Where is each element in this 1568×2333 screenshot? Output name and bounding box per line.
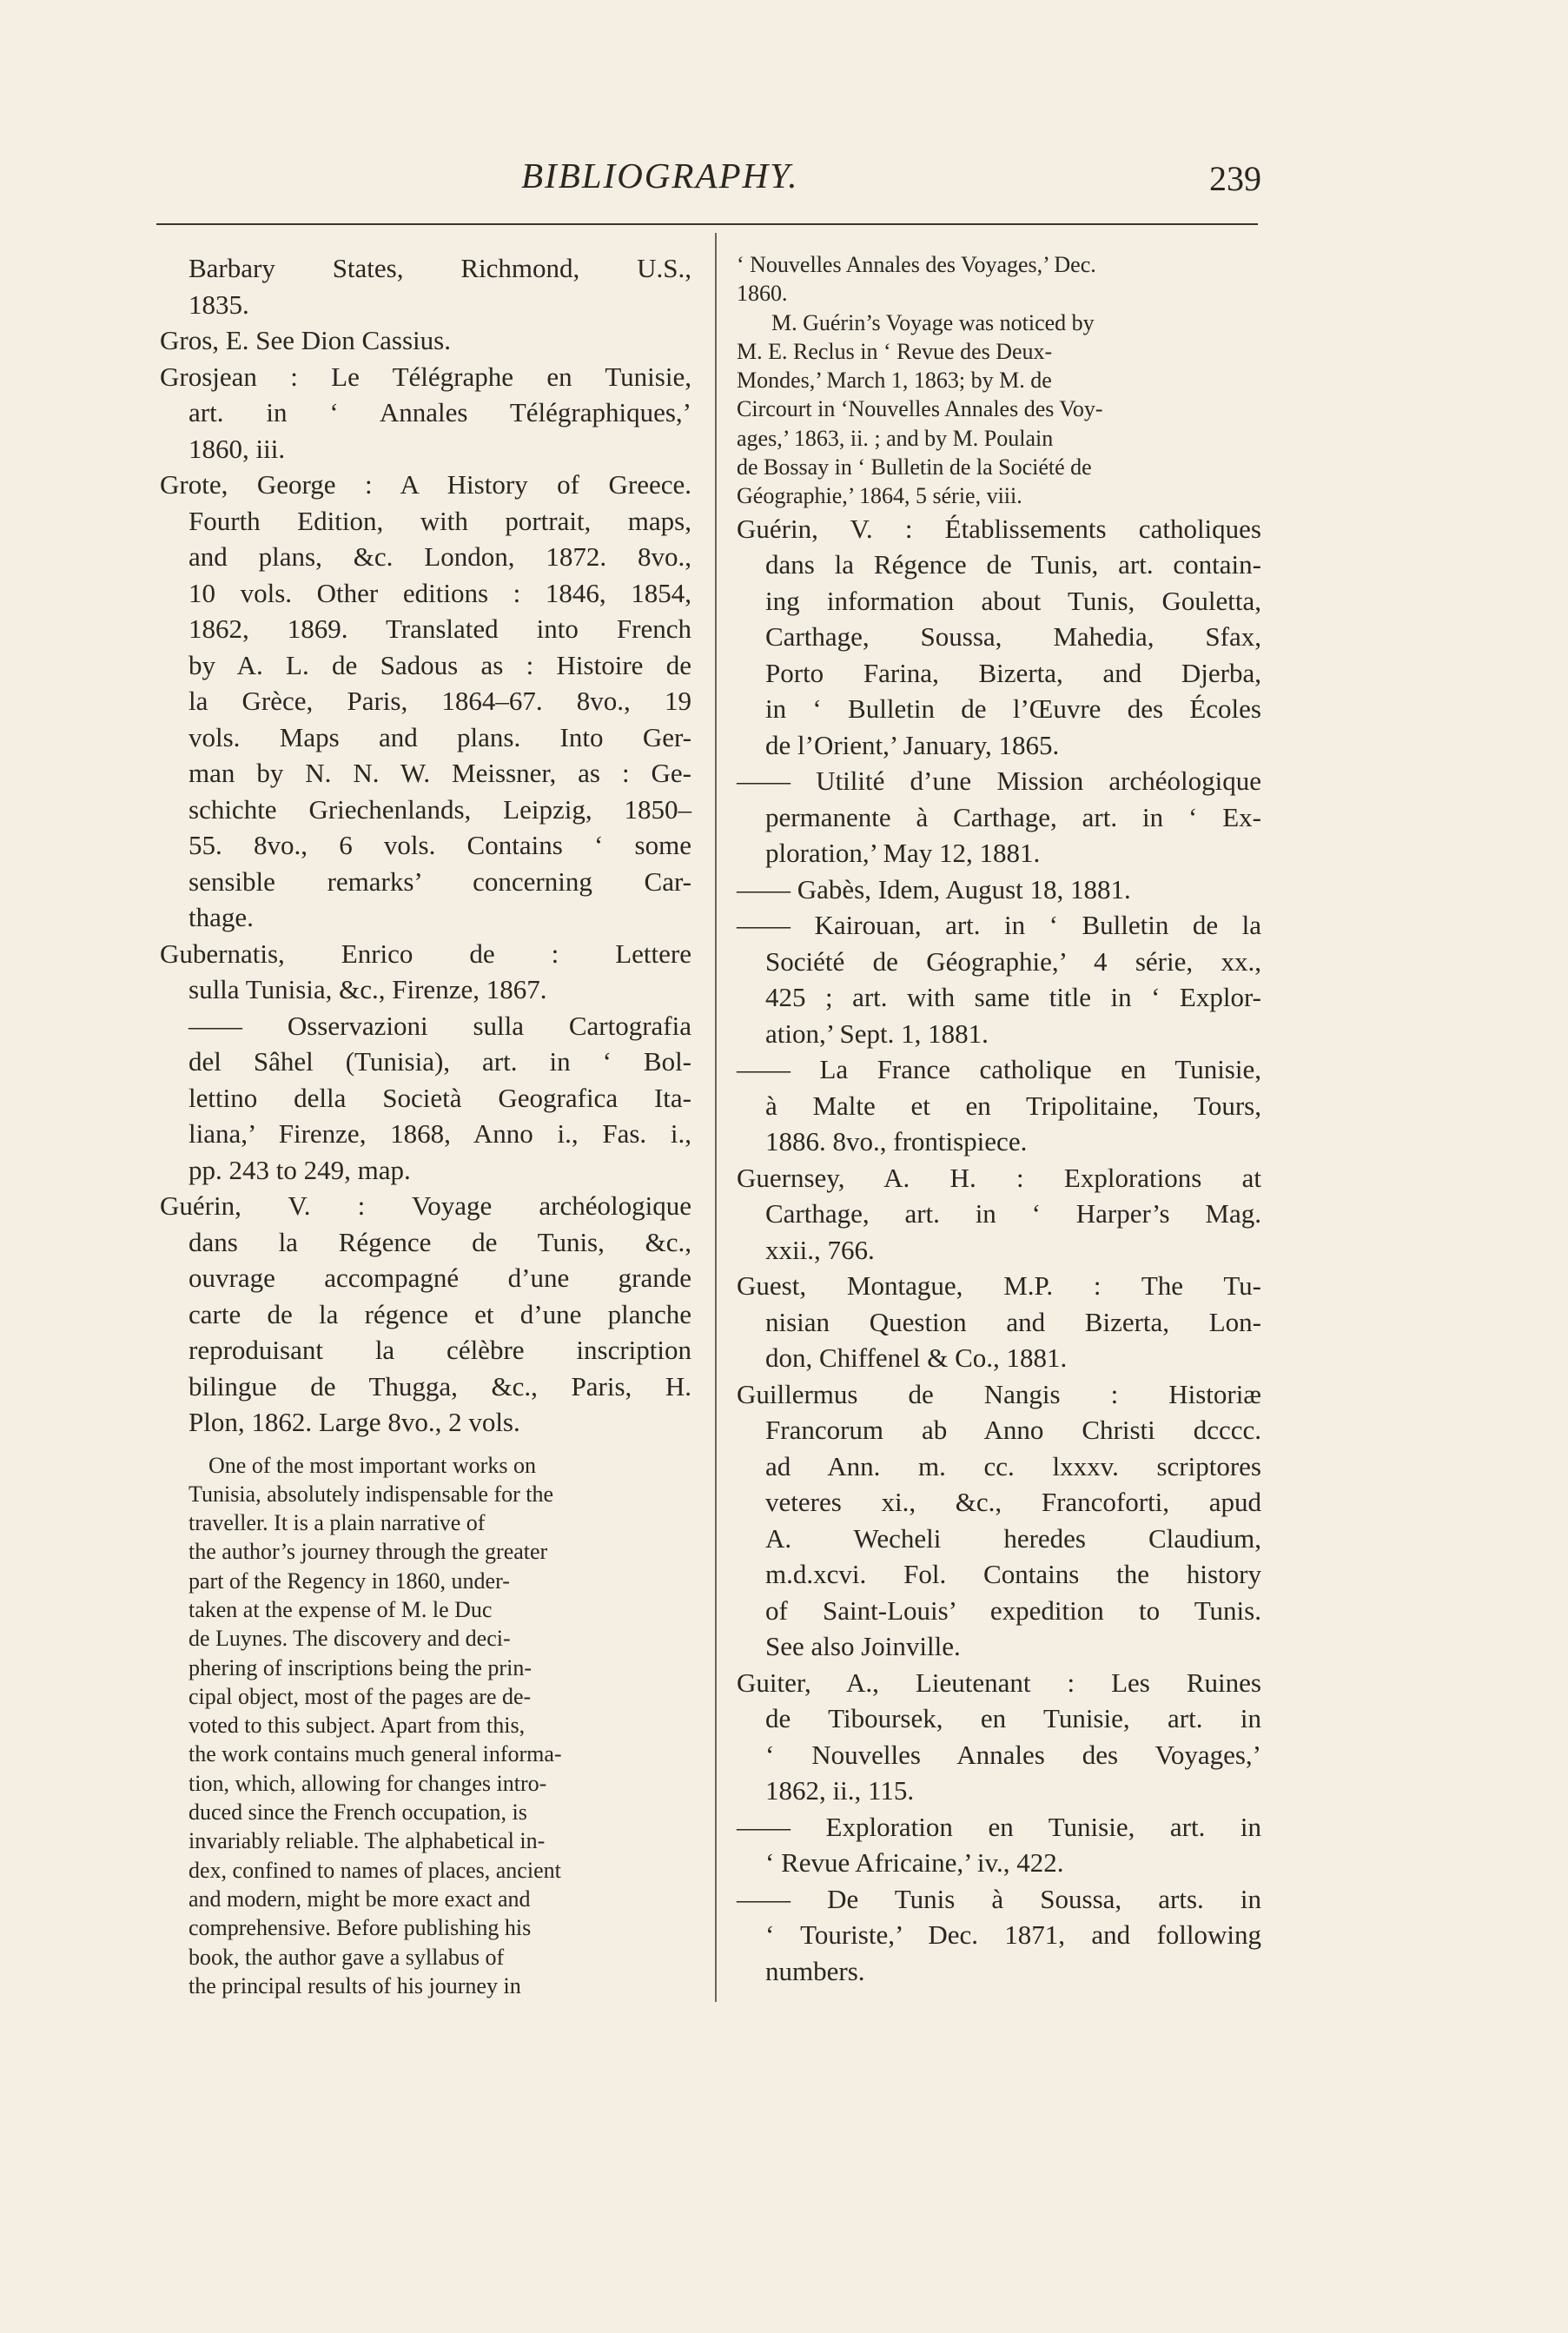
text-line: reproduisant la célèbre inscription — [189, 1335, 691, 1365]
text-line: art. in ‘ Annales Télégraphiques,’ — [189, 397, 691, 427]
right-column — [737, 250, 1261, 1989]
text-line: by A. L. de Sadous as : Histoire de — [189, 649, 691, 680]
text-line: de Bossay in ‘ Bulletin de la Société de — [737, 454, 1092, 481]
text-line: Guillermus de Nangis : Historiæ — [737, 1378, 1261, 1409]
text-line: ing information about Tunis, Gouletta, — [765, 585, 1261, 616]
text-line: M. Guérin’s Voyage was noticed by — [771, 309, 1095, 335]
text-line: schichte Griechenlands, Leipzig, 1850– — [189, 793, 691, 825]
text-line: M. E. Reclus in ‘ Revue des Deux- — [737, 338, 1053, 364]
header-rule — [156, 223, 1258, 225]
text-line: 1860. — [737, 281, 788, 307]
text-line: cipal object, most of the pages are de- — [189, 1683, 532, 1709]
text-line: bilingue de Thugga, &c., Paris, H. — [189, 1370, 691, 1402]
text-line: voted to this subject. Apart from this, — [189, 1713, 526, 1739]
text-line: Carthage, art. in ‘ Harper’s Mag. — [765, 1198, 1261, 1229]
text-line: Géographie,’ 1864, 5 série, viii. — [737, 483, 1022, 509]
text-line: liana,’ Firenze, 1868, Anno i., Fas. i., — [189, 1118, 691, 1149]
text-line: 55. 8vo., 6 vols. Contains ‘ some — [189, 830, 691, 860]
text-line: One of the most important works on — [208, 1452, 536, 1478]
text-line: ploration,’ May 12, 1881. — [765, 838, 1041, 869]
text-line: the principal results of his journey in — [189, 1972, 521, 1998]
text-line: Plon, 1862. Large 8vo., 2 vols. — [189, 1407, 520, 1437]
text-line: permanente à Carthage, art. in ‘ Ex- — [765, 801, 1261, 832]
text-line: dex, confined to names of places, ancient — [189, 1857, 561, 1883]
text-line: ‘ Revue Africaine,’ iv., 422. — [765, 1847, 1064, 1879]
text-line: de Luynes. The discovery and deci- — [189, 1626, 511, 1652]
text-line: lettino della Società Geografica Ita- — [189, 1082, 691, 1113]
text-line: and plans, &c. London, 1872. 8vo., — [189, 541, 691, 572]
text-line: traveller. It is a plain narrative of — [189, 1510, 486, 1536]
text-line: the work contains much general informa- — [189, 1741, 562, 1767]
text-line: don, Chiffenel & Co., 1881. — [765, 1342, 1068, 1374]
text-line: veteres xi., &c., Francoforti, apud — [765, 1487, 1261, 1518]
text-line: de l’Orient,’ January, 1865. — [765, 729, 1060, 760]
text-line: part of the Regency in 1860, under- — [189, 1567, 510, 1594]
text-line: sulla Tunisia, &c., Firenze, 1867. — [189, 974, 547, 1004]
text-line: the author’s journey through the greater — [189, 1539, 548, 1565]
text-line: Tunisia, absolutely indispensable for the — [189, 1481, 554, 1507]
text-line: invariably reliable. The alphabetical in- — [189, 1828, 546, 1854]
text-line: Barbary States, Richmond, U.S., — [189, 253, 691, 283]
text-line: del Sâhel (Tunisia), art. in ‘ Bol- — [189, 1046, 691, 1077]
text-line: nisian Question and Bizerta, Lon- — [765, 1306, 1261, 1337]
text-line: m.d.xcvi. Fol. Contains the history — [765, 1559, 1261, 1590]
text-line: ation,’ Sept. 1, 1881. — [765, 1017, 989, 1049]
text-line: sensible remarks’ concerning Car- — [189, 865, 691, 897]
text-line: 1835. — [189, 288, 249, 320]
text-line: tion, which, allowing for changes intro- — [189, 1770, 547, 1796]
text-line: duced since the French occupation, is — [189, 1799, 527, 1826]
text-line: See also Joinville. — [765, 1631, 961, 1662]
text-line: of Saint-Louis’ expedition to Tunis. — [765, 1594, 1261, 1626]
text-line: in ‘ Bulletin de l’Œuvre des Écoles — [765, 693, 1261, 725]
text-line: —— Gabès, Idem, August 18, 1881. — [737, 873, 1131, 905]
text-line: phering of inscriptions being the prin- — [189, 1654, 532, 1680]
text-line: Grosjean : Le Télégraphe en Tunisie, — [160, 361, 691, 392]
column-rule — [715, 233, 717, 2002]
text-line: —— Exploration en Tunisie, art. in — [737, 1811, 1261, 1842]
text-line: and modern, might be more exact and — [189, 1886, 531, 1912]
text-line: man by N. N. W. Meissner, as : Ge- — [189, 758, 691, 788]
text-line: Guest, Montague, M.P. : The Tu- — [737, 1270, 1261, 1302]
text-line: de Tiboursek, en Tunisie, art. in — [765, 1703, 1261, 1734]
text-line: Fourth Edition, with portrait, maps, — [189, 505, 691, 536]
text-line: la Grèce, Paris, 1864–67. 8vo., 19 — [189, 686, 691, 716]
text-line: à Malte et en Tripolitaine, Tours, — [765, 1090, 1261, 1121]
text-line: pp. 243 to 249, map. — [189, 1154, 411, 1185]
text-line: Porto Farina, Bizerta, and Djerba, — [765, 657, 1261, 688]
text-line: Grote, George : A History of Greece. — [160, 469, 691, 500]
text-line: Guérin, V. : Établissements catholiques — [737, 513, 1261, 544]
text-line: —— Kairouan, art. in ‘ Bulletin de la — [737, 910, 1261, 941]
text-line: comprehensive. Before publishing his — [189, 1915, 532, 1941]
text-line: A. Wecheli heredes Claudium, — [765, 1522, 1261, 1554]
running-header-title: BIBLIOGRAPHY. — [521, 156, 799, 196]
text-line: —— Osservazioni sulla Cartografia — [189, 1010, 691, 1041]
text-line: ‘ Touriste,’ Dec. 1871, and following — [765, 1919, 1261, 1951]
text-line: 1860, iii. — [189, 433, 286, 464]
text-line: Guérin, V. : Voyage archéologique — [160, 1190, 691, 1221]
text-line: numbers. — [765, 1955, 865, 1986]
text-line: —— Utilité d’une Mission archéologique — [737, 766, 1261, 797]
text-line: 425 ; art. with same title in ‘ Explor- — [765, 982, 1261, 1013]
text-line: 1862, ii., 115. — [765, 1775, 915, 1806]
text-line: Gubernatis, Enrico de : Lettere — [160, 938, 691, 969]
text-line: 1886. 8vo., frontispiece. — [765, 1126, 1028, 1157]
text-line: ouvrage accompagné d’une grande — [189, 1263, 691, 1293]
text-line: Guiter, A., Lieutenant : Les Ruines — [737, 1667, 1261, 1698]
text-line: taken at the expense of M. le Duc — [189, 1596, 493, 1622]
text-line: —— De Tunis à Soussa, arts. in — [737, 1883, 1261, 1914]
text-line: xxii., 766. — [765, 1234, 875, 1265]
left-column — [160, 250, 691, 2000]
text-line: dans la Régence de Tunis, &c., — [189, 1226, 691, 1257]
text-line: Francorum ab Anno Christi dcccc. — [765, 1415, 1261, 1446]
text-line: —— La France catholique en Tunisie, — [737, 1054, 1261, 1085]
text-line: 1862, 1869. Translated into French — [189, 613, 691, 644]
text-line: ‘ Nouvelles Annales des Voyages,’ — [765, 1739, 1261, 1770]
text-line: ages,’ 1863, ii. ; and by M. Poulain — [737, 425, 1054, 451]
text-line: 10 vols. Other editions : 1846, 1854, — [189, 577, 691, 608]
text-line: Carthage, Soussa, Mahedia, Sfax, — [765, 621, 1261, 653]
text-line: carte de la régence et d’une planche — [189, 1298, 691, 1329]
text-line: ‘ Nouvelles Annales des Voyages,’ Dec. — [737, 252, 1096, 277]
text-line: dans la Régence de Tunis, art. contain- — [765, 549, 1261, 580]
text-line: Guernsey, A. H. : Explorations at — [737, 1162, 1261, 1193]
text-line: Circourt in ‘Nouvelles Annales des Voy- — [737, 396, 1103, 422]
text-line: Gros, E. See Dion Cassius. — [160, 325, 451, 355]
text-line: vols. Maps and plans. Into Ger- — [189, 721, 691, 752]
page-number: 239 — [1209, 159, 1261, 198]
text-line: book, the author gave a syllabus of — [189, 1944, 505, 1970]
text-line: Mondes,’ March 1, 1863; by M. de — [737, 368, 1052, 394]
text-line: ad Ann. m. cc. lxxxv. scriptores — [765, 1450, 1261, 1481]
text-line: Société de Géographie,’ 4 série, xx., — [765, 945, 1261, 977]
text-line: thage. — [189, 902, 254, 932]
